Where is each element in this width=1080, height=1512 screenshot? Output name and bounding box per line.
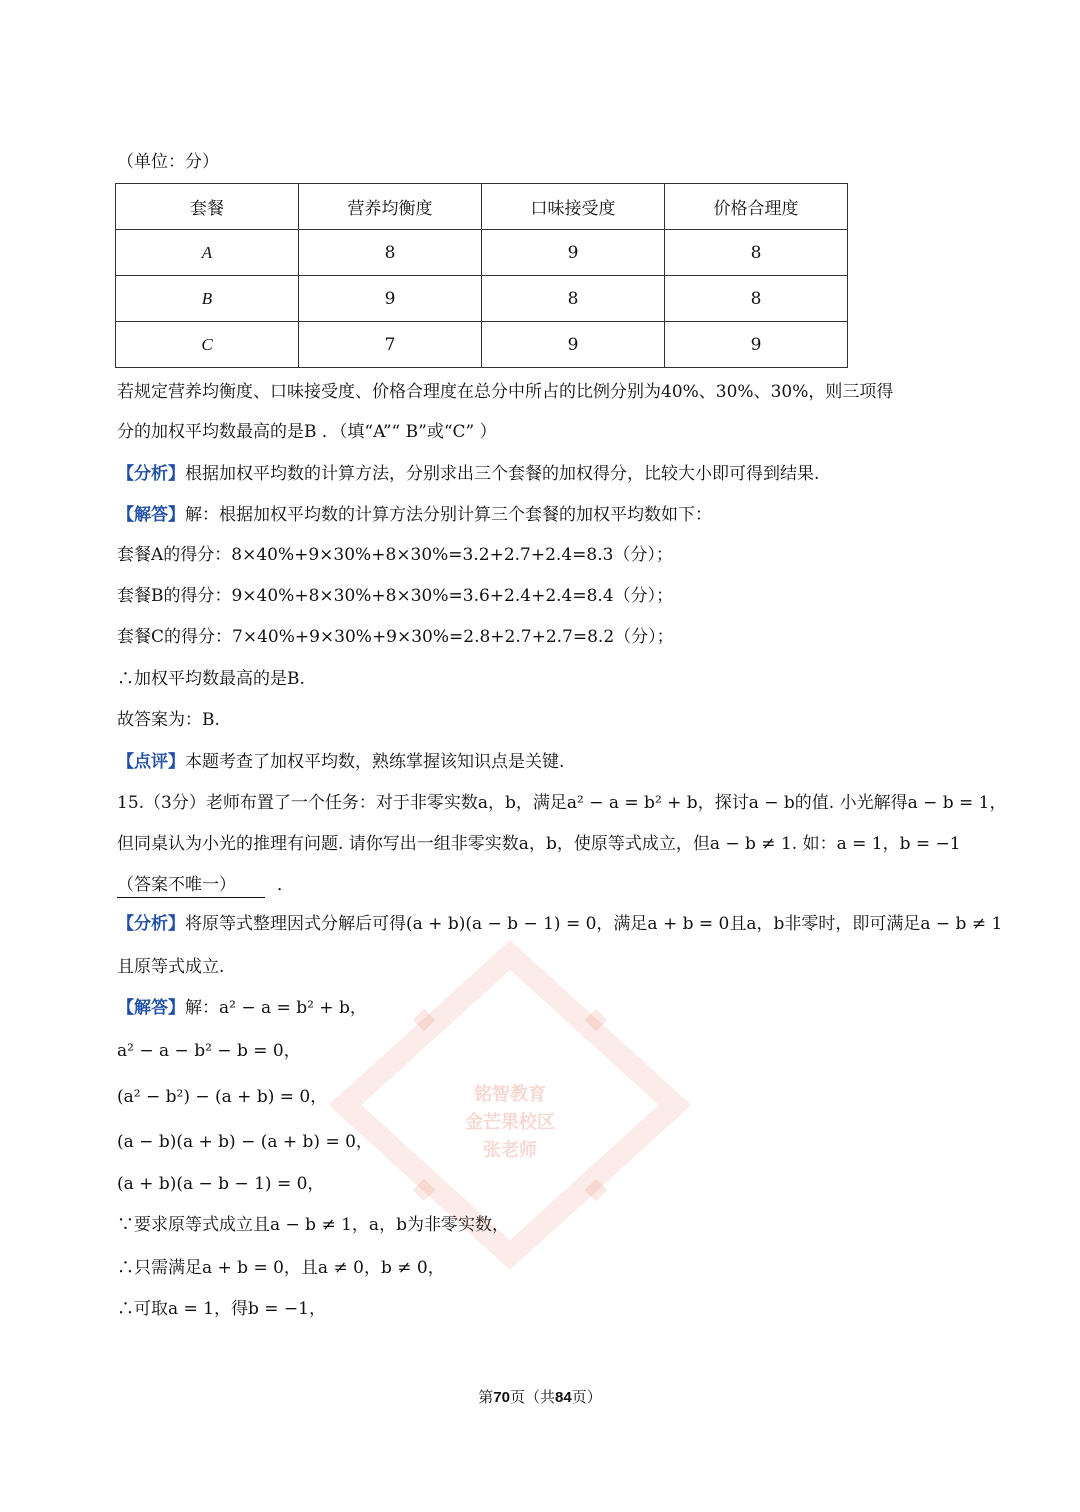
q15-stem-line2: 但同桌认为小光的推理有问题. 请你写出一组非零实数a，b，使原等式成立，但a − b ≠ 1. 如：a = 1，b = −1 <box>117 834 961 854</box>
page-number: 70 <box>493 1389 510 1406</box>
table-cell: B <box>116 276 299 322</box>
comment-tag: 【点评】 <box>117 752 185 772</box>
footer-prefix: 第 <box>478 1388 494 1406</box>
watermark-line: 金芒果校区 <box>465 1112 555 1133</box>
table-cell: A <box>116 230 299 276</box>
table-row <box>116 322 848 368</box>
analysis-tag: 【分析】 <box>117 464 185 484</box>
q15-step: (a² − b²) − (a + b) = 0， <box>117 1087 328 1107</box>
q15-step: (a − b)(a + b) − (a + b) = 0， <box>117 1132 373 1152</box>
table-cell: 8 <box>299 230 482 276</box>
table-row <box>116 276 848 322</box>
table-cell: 8 <box>665 230 848 276</box>
table-cell: 9 <box>482 322 665 368</box>
q14-comment <box>117 750 564 774</box>
watermark-line: 张老师 <box>483 1140 537 1161</box>
analysis-tag: 【分析】 <box>117 914 185 934</box>
solution-first: 解：a² − a = b² + b， <box>185 998 367 1018</box>
watermark-line: 铭智教育 <box>474 1084 546 1105</box>
analysis-text: 将原等式整理因式分解后可得(a + b)(a − b − 1) = 0，满足a + b = 0且a，b非零时，即可满足a − b ≠ 1 <box>185 914 1003 934</box>
q15-solution <box>117 996 367 1020</box>
q14-solution <box>117 503 712 527</box>
solution-tag: 【解答】 <box>117 505 185 525</box>
table-header-cell: 营养均衡度 <box>299 184 482 230</box>
page-total: 84 <box>555 1389 572 1406</box>
q14-stem-line1: 若规定营养均衡度、口味接受度、价格合理度在总分中所占的比例分别为40%、30%、30%，则三项得 <box>117 382 894 402</box>
table-header-cell: 套餐 <box>116 184 299 230</box>
table-cell: 8 <box>482 276 665 322</box>
table-cell: 9 <box>299 276 482 322</box>
q15-analysis <box>117 912 1002 936</box>
stem-end: ． <box>277 875 294 895</box>
page-footer <box>0 1386 1080 1407</box>
table-header-row <box>116 184 848 230</box>
answer-blank: （答案不唯一） <box>117 873 265 898</box>
q15-step: ∴可取a = 1，得b = −1， <box>117 1299 326 1319</box>
q15-stem-line3 <box>117 873 294 898</box>
table-header-cell: 价格合理度 <box>665 184 848 230</box>
q15-step: a² − a − b² − b = 0， <box>117 1041 301 1061</box>
q15-stem-line1: 15.（3分）老师布置了一个任务：对于非零实数a，b，满足a² − a = b² + b，探讨a − b的值. 小光解得a − b = 1， <box>117 793 1007 813</box>
table-cell: C <box>116 322 299 368</box>
q14-step: ∴加权平均数最高的是B. <box>117 669 305 689</box>
table-row <box>116 230 848 276</box>
q15-step: ∵要求原等式成立且a − b ≠ 1，a，b为非零实数， <box>117 1215 509 1235</box>
analysis-text: 根据加权平均数的计算方法，分别求出三个套餐的加权得分，比较大小即可得到结果. <box>185 464 820 484</box>
table-cell: 7 <box>299 322 482 368</box>
q15-step: ∴只需满足a + b = 0，且a ≠ 0，b ≠ 0， <box>117 1258 445 1278</box>
table-header-cell: 口味接受度 <box>482 184 665 230</box>
q15-analysis-line2: 且原等式成立. <box>117 957 225 977</box>
q14-step: 套餐B的得分：9×40%+8×30%+8×30%=3.6+2.4+2.4=8.4（分）； <box>117 586 674 606</box>
q15-step: (a + b)(a − b − 1) = 0， <box>117 1174 325 1194</box>
footer-suffix: 页） <box>571 1388 602 1406</box>
q14-step: 套餐C的得分：7×40%+9×30%+9×30%=2.8+2.7+2.7=8.2（分）； <box>117 627 674 647</box>
solution-intro: 解：根据加权平均数的计算方法分别计算三个套餐的加权平均数如下： <box>185 505 712 525</box>
table-cell: 8 <box>665 276 848 322</box>
q14-step: 故答案为：B. <box>117 710 220 730</box>
q14-step: 套餐A的得分：8×40%+9×30%+8×30%=3.2+2.7+2.4=8.3（分）； <box>117 545 673 565</box>
q14-stem-line2: 分的加权平均数最高的是B ．（填“A”“ B”或“C” ） <box>117 422 497 442</box>
q14-analysis <box>117 462 819 486</box>
table-cell: 9 <box>482 230 665 276</box>
footer-mid: 页（共 <box>509 1388 555 1406</box>
solution-tag: 【解答】 <box>117 998 185 1018</box>
comment-text: 本题考查了加权平均数，熟练掌握该知识点是关键. <box>185 752 565 772</box>
score-table <box>115 183 848 368</box>
table-cell: 9 <box>665 322 848 368</box>
unit-note: （单位：分） <box>117 152 219 172</box>
